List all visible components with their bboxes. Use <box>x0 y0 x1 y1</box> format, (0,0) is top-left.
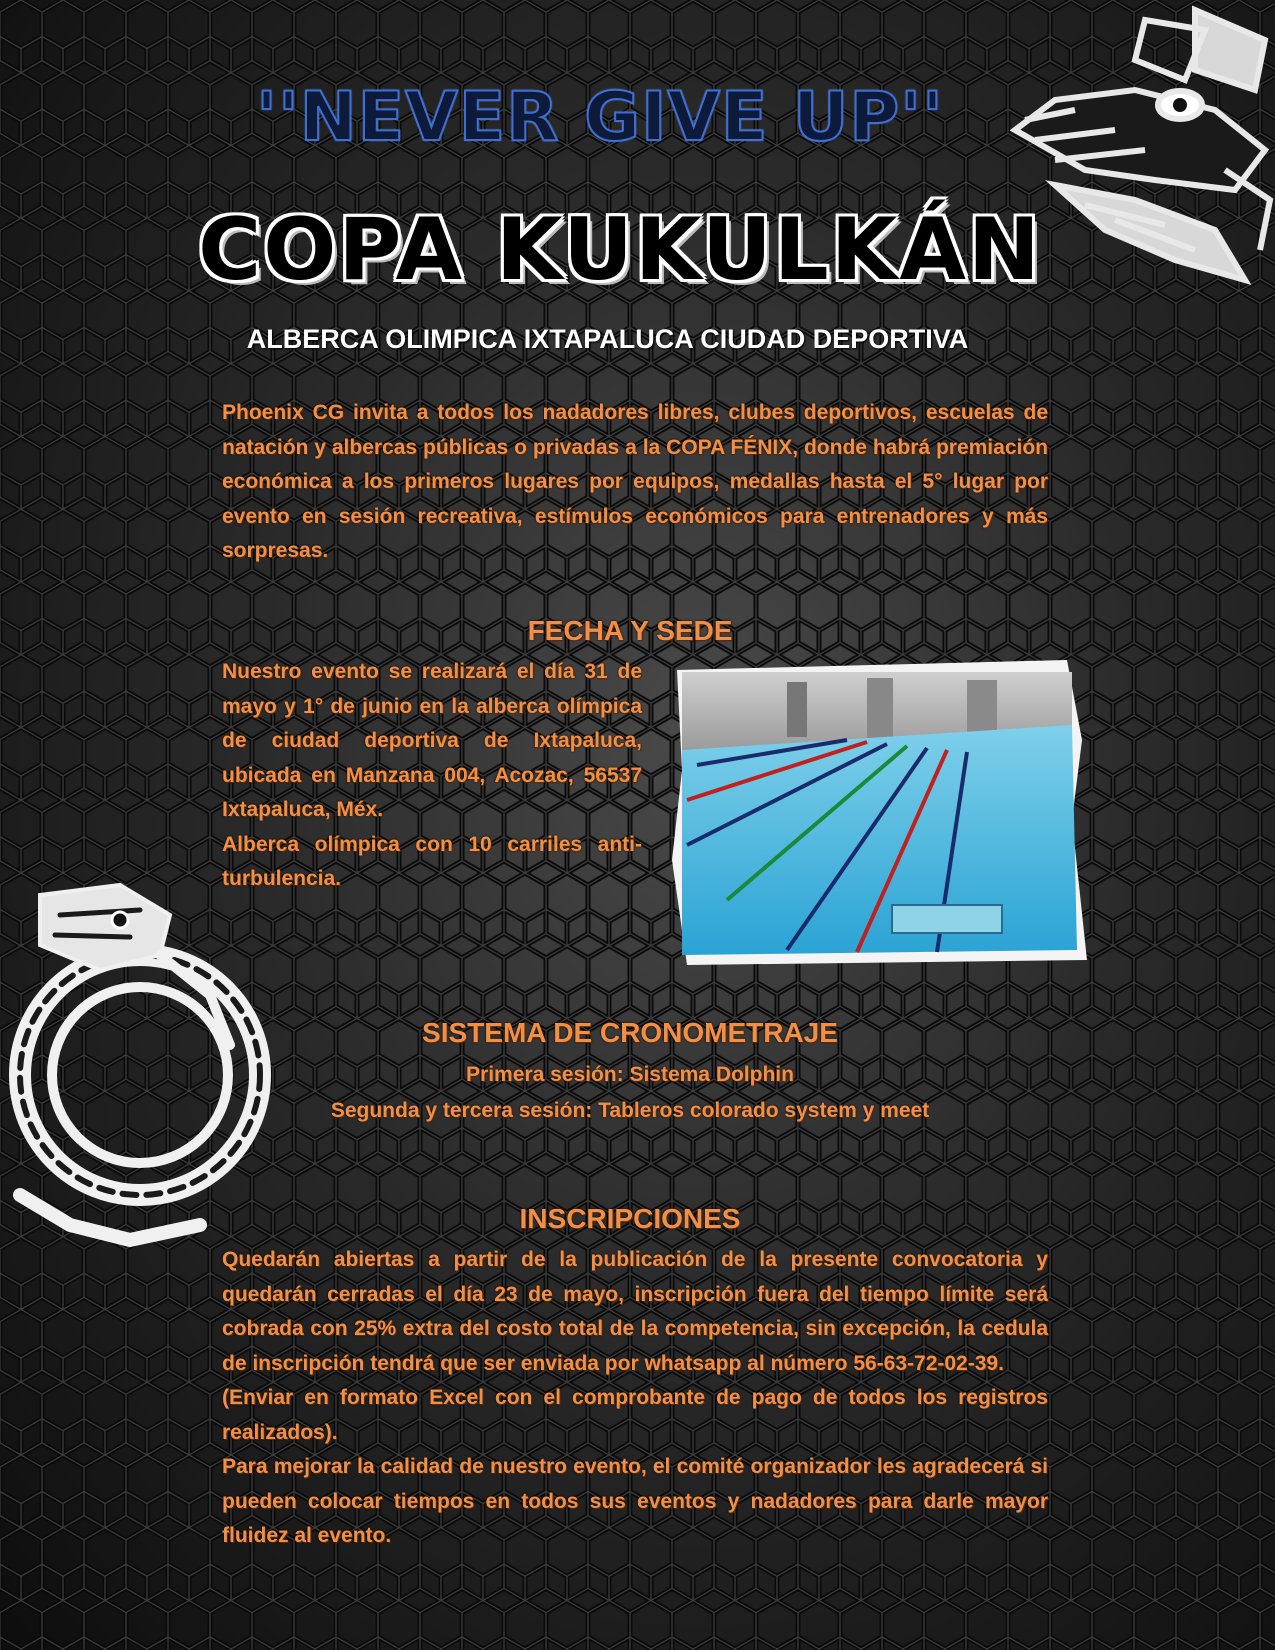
intro-paragraph: Phoenix CG invita a todos los nadadores libres, clubes deportivos, escuelas de natación y albercas públicas o privadas a la COPA FÉNIX, donde habrá premiación económica a los primeros lugares por equipos, medallas hasta el 5° lugar por evento en sesión recreativa, estímulos económicos para entrenadores y más sorpresas. <box>222 401 1048 562</box>
fecha-sede-paragraph-1: Nuestro evento se realizará el día 31 de mayo y 1° de junio en la alberca olímpica de ciudad deportiva de Ixtapaluca, ubicada en Manzana 004, Acozac, 56537 Ixtapaluca, Méx. <box>222 660 642 821</box>
event-title: COPA KUKULKÁN <box>198 200 1042 300</box>
olympic-pool-photo <box>667 660 1087 965</box>
inscripciones-paragraph-3: Para mejorar la calidad de nuestro evento, el comité organizador les agradecerá si pueden colocar tiempos en todos sus eventos y nadadores para darle mayor fluidez al evento. <box>222 1455 1048 1547</box>
cronometraje-line-2: Segunda y tercera sesión: Tableros colorado system y meet <box>330 1099 930 1122</box>
inscripciones-paragraph-2: (Enviar en formato Excel con el comprobante de pago de todos los registros realizados). <box>222 1386 1048 1444</box>
inscripciones-paragraph-1: Quedarán abiertas a partir de la publicación de la presente convocatoria y quedarán cerradas el día 23 de mayo, inscripción fuera del tiempo límite será cobrada con 25% extra del costo total de la competencia, sin excepción, la cedula de inscripción tendrá que ser enviada por whatsapp al número 56-63-72-02-39. <box>222 1248 1048 1375</box>
cronometraje-heading: SISTEMA DE CRONOMETRAJE <box>422 1017 838 1048</box>
cronometraje-lines <box>300 1057 960 1129</box>
cronometraje-line-1: Primera sesión: Sistema Dolphin <box>466 1063 794 1086</box>
fecha-sede-heading: FECHA Y SEDE <box>527 615 733 646</box>
coiled-serpent-illustration <box>0 875 290 1265</box>
inscripciones-text <box>222 1243 1048 1554</box>
fecha-sede-paragraph-2: Alberca olímpica con 10 carriles anti-turbulencia. <box>222 832 642 890</box>
inscripciones-heading: INSCRIPCIONES <box>519 1203 741 1234</box>
venue-subtitle: ALBERCA OLIMPICA IXTAPALUCA CIUDAD DEPORTIVA <box>246 324 969 354</box>
motto-heading: ''NEVER GIVE UP'' <box>256 78 944 157</box>
fecha-sede-text <box>222 655 642 897</box>
